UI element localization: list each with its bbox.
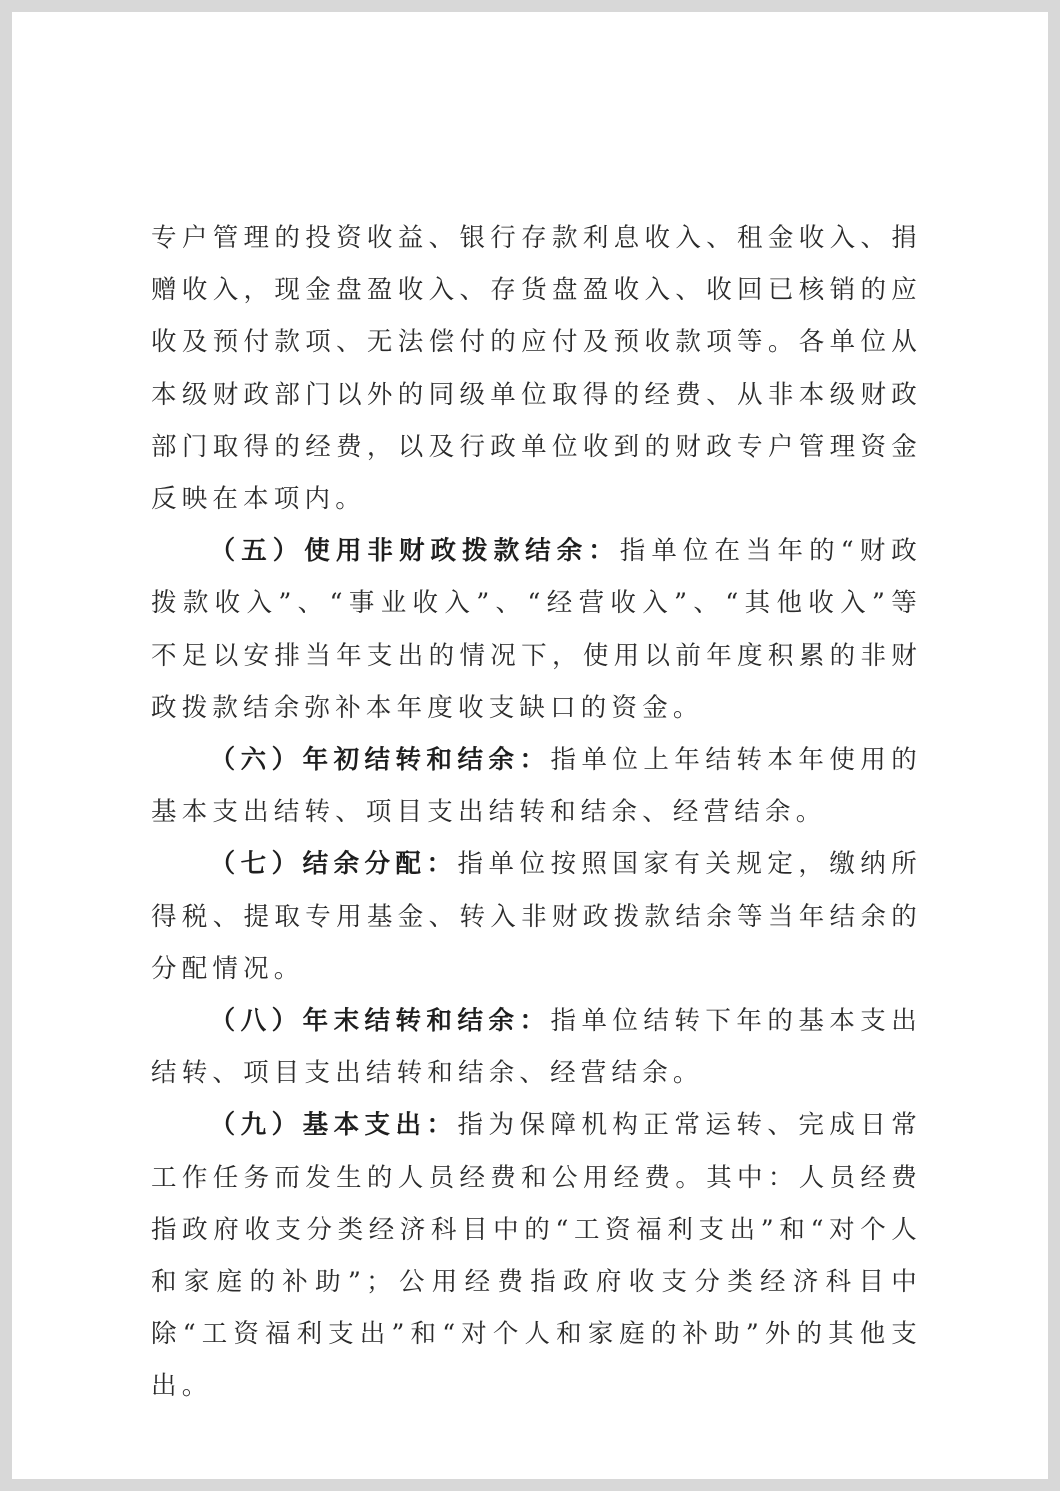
document-body: [151, 212, 922, 1413]
paragraph-item-9: [151, 1099, 922, 1412]
paragraph-continuation: [151, 212, 922, 525]
paragraph-item-8: [151, 995, 922, 1099]
paragraph-item-5: [151, 525, 922, 734]
item-heading: （五）使用非财政拨款结余：: [209, 536, 620, 567]
paragraph-text: 专户管理的投资收益、银行存款利息收入、租金收入、捐赠收入，现金盘盈收入、存货盘盈收入、收回已核销的应收及预付款项、无法偿付的应付及预收款项等。各单位从本级财政部门以外的同级单位取得的经费、从非本级财政部门取得的经费，以及行政单位收到的财政专户管理资金反映在本项内。: [151, 223, 922, 515]
item-heading: （八）年末结转和结余：: [209, 1006, 551, 1037]
paragraph-item-7: [151, 838, 922, 995]
paragraph-text: 指单位在当年的“财政拨款收入”、“事业收入”、“经营收入”、“其他收入”等不足以安排当年支出的情况下，使用以前年度积累的非财政拨款结余弥补本年度收支缺口的资金。: [151, 536, 922, 723]
item-heading: （六）年初结转和结余：: [209, 745, 551, 776]
item-heading: （七）结余分配：: [209, 849, 458, 880]
paragraph-text: 指单位结转下年的基本支出结转、项目支出结转和结余、经营结余。: [151, 1006, 922, 1089]
paragraph-text: 指为保障机构正常运转、完成日常工作任务而发生的人员经费和公用经费。其中：人员经费指政府收支分类经济科目中的“工资福利支出”和“对个人和家庭的补助”；公用经费指政府收支分类经济科目中除“工资福利支出”和“对个人和家庭的补助”外的其他支出。: [151, 1110, 922, 1402]
item-heading: （九）基本支出：: [209, 1110, 458, 1141]
document-page: [12, 12, 1048, 1479]
paragraph-text: 指单位上年结转本年使用的基本支出结转、项目支出结转和结余、经营结余。: [151, 745, 922, 828]
paragraph-item-6: [151, 734, 922, 838]
paragraph-text: 指单位按照国家有关规定，缴纳所得税、提取专用基金、转入非财政拨款结余等当年结余的分配情况。: [151, 849, 922, 984]
